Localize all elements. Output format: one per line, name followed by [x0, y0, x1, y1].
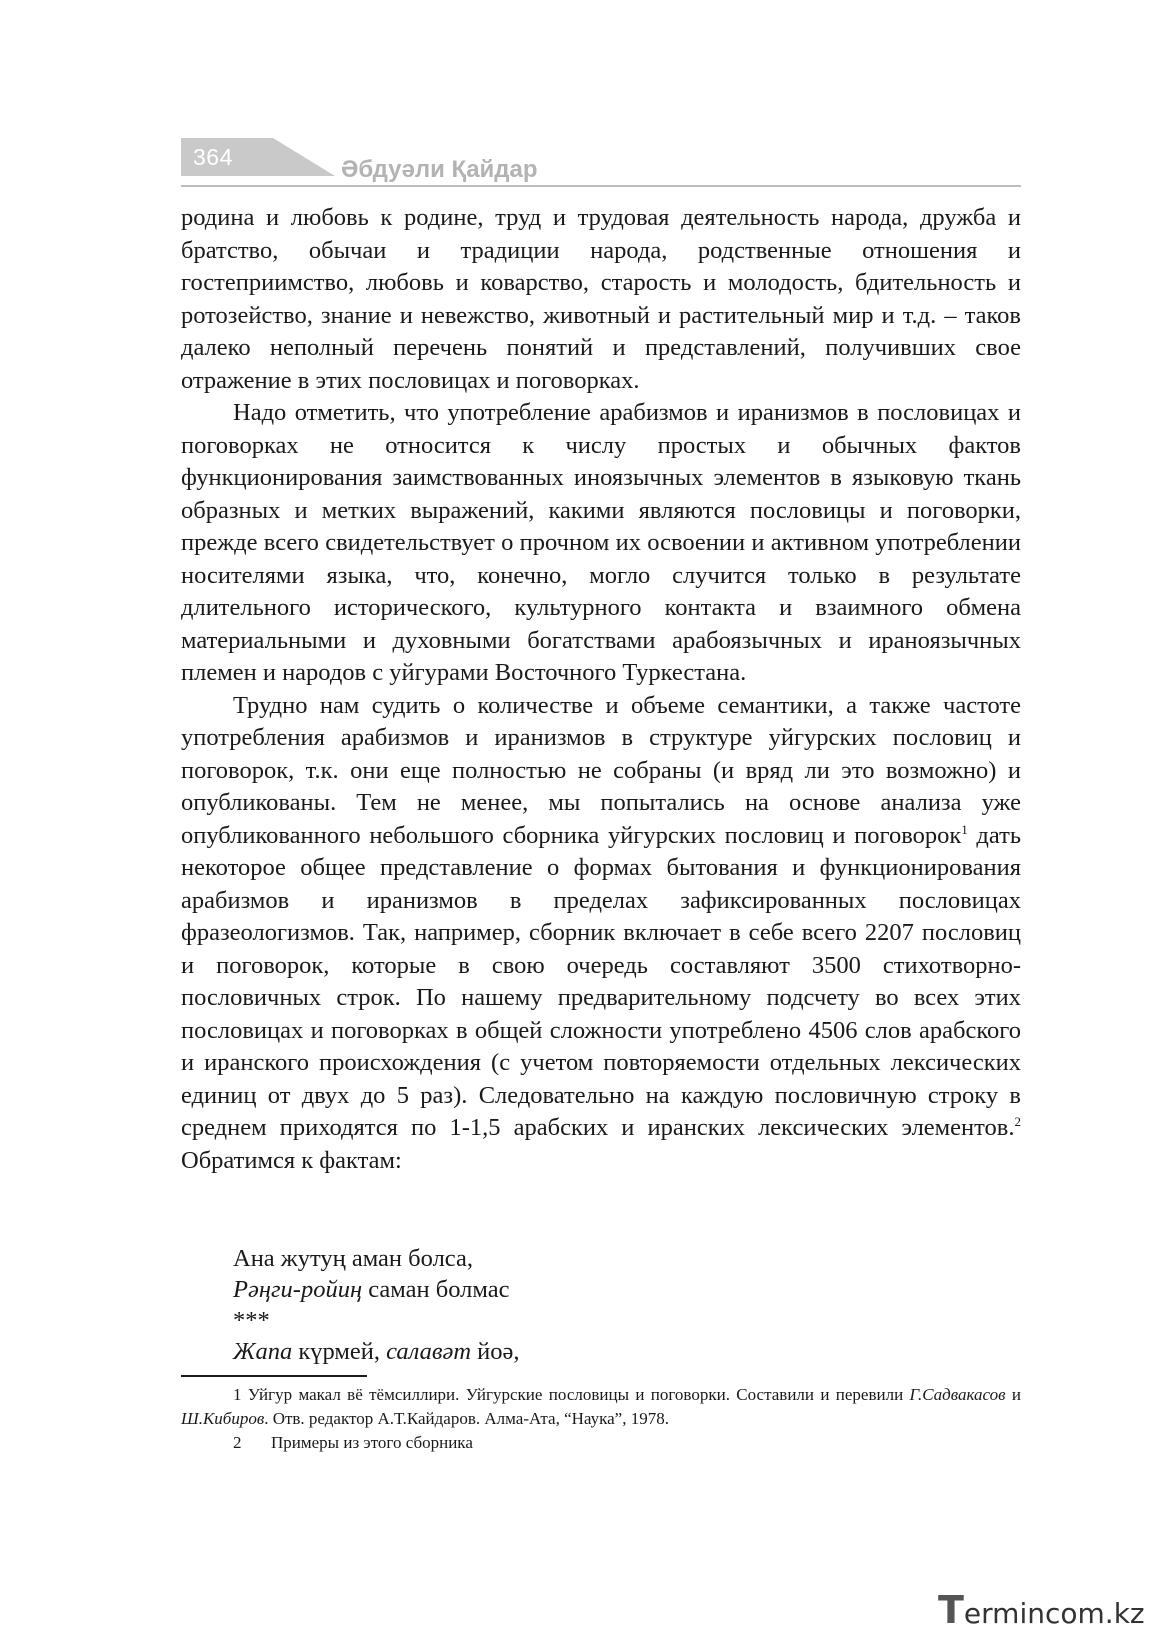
watermark-t: T — [938, 1588, 964, 1632]
verse-line-3 — [233, 1336, 520, 1367]
footnote-1-text-b: . Отв. редактор А.Т.Кайдаров. Алма-Ата, “Наука”, 1978. — [264, 1409, 669, 1428]
header-rule — [181, 185, 1021, 187]
page-number-tab-ramp — [273, 138, 335, 176]
verse-line-2-rest: саман болмас — [362, 1276, 510, 1303]
verse-line-1: Ана жутуң аман болса, — [233, 1245, 473, 1272]
footnote-1-text-a: 1 Уйгур макал вё тёмсиллири. Уйгурские пословицы и поговорки. Составили и перевили — [233, 1385, 910, 1404]
page-header — [181, 138, 1021, 190]
verse-block — [233, 1243, 520, 1367]
verse-line-2-italic: Рәңги-ройиң — [233, 1276, 363, 1303]
footnote-ref-2: 2 — [1014, 1113, 1021, 1129]
footnote-rule — [181, 1375, 367, 1377]
verse-line-3-italic-b: салавәт — [386, 1338, 472, 1365]
watermark-tail: m.kz — [1077, 1597, 1145, 1630]
footnotes — [181, 1383, 1021, 1455]
watermark-rest: erminc — [963, 1597, 1061, 1630]
verse-line-3-mid: күрмей, — [292, 1338, 387, 1365]
paragraph-3-part-b: дать некоторое общее представление о формах бытования и функционирования арабизмов и иранизмов в пределах зафиксированных пословицах фразеологизмов. Так, например, сборник включает в себе всего 2207 пословиц и поговорок, которые в свою очередь составляют 3500 стихотворно-пословичных строк. По нашему предварительному подсчету во всех этих пословицах и поговорках в общей сложности употреблено 4506 слов арабского и иранского происхождения (с учетом повторяемости отдельных лексических единиц от двух до 5 раз). Следовательно на каждую пословичную строку в среднем приходятся по 1-1,5 арабских и иранских лексических элементов. — [181, 821, 1021, 1141]
page-number: 364 — [193, 144, 233, 170]
footnote-ref-1: 1 — [961, 821, 968, 837]
footnote-2 — [181, 1431, 1021, 1455]
verse-separator: *** — [233, 1307, 270, 1334]
footnote-1-and: и — [1005, 1385, 1021, 1404]
paragraph-1: родина и любовь к родине, труд и трудовая деятельность народа, дружба и братство, обычаи и традиции народа, родственные отношения и гостеприимство, любовь и коварство, старость и молодость, бдительность и ротозейство, знание и невежство, животный и растительный мир и т.д. – таков далеко неполный перечень понятий и представлений, получивших свое отражение в этих пословицах и поговорках. — [181, 204, 1021, 394]
footnote-2-number: 2 — [233, 1433, 242, 1452]
paragraph-2: Надо отметить, что употребление арабизмов и иранизмов в пословицах и поговорках не относится к числу простых и обычных фактов функционирования заимствованных иноязычных элементов в языковую ткань образных и метких выражений, какими являются пословицы и поговорки, прежде всего свидетельствует о прочном их освоении и активном употреблении носителями языка, что, конечно, могло случится только в результате длительного исторического, культурного контакта и взаимного обмена материальными и духовными богатствами арабоязычных и ираноязычных племен и народов с уйгурами Восточного Туркестана. — [181, 399, 1021, 686]
footnote-1-author-2: Ш.Кибиров — [181, 1409, 265, 1428]
verse-line-2 — [233, 1274, 520, 1305]
paragraph-3 — [181, 690, 1021, 1178]
termincom-watermark-logo — [938, 1588, 1145, 1632]
running-title: Әбдуәли Қайдар — [341, 156, 538, 183]
verse-line-3-italic-a: Жапа — [233, 1338, 293, 1365]
footnote-1-author-1: Г.Садвакасов — [909, 1385, 1006, 1404]
footnote-2-text: Примеры из этого сборника — [271, 1433, 473, 1452]
footnote-1 — [181, 1383, 1021, 1431]
body-text — [181, 202, 1021, 1177]
watermark-magnifier-icon: o — [1060, 1597, 1078, 1630]
paragraph-3-part-a: Трудно нам судить о количестве и объеме семантики, а также частоте употребления арабизмов и иранизмов в структуре уйгурских пословиц и поговорок, т.к. они еще полностью не собраны (и вряд ли это возможно) и опубликованы. Тем не менее, мы попытались на основе анализа уже опубликованного небольшого сборника уйгурских пословиц и поговорок — [181, 691, 1021, 849]
paragraph-3-part-c: Обратимся к фактам: — [181, 1146, 402, 1174]
verse-line-3-rest: йоә, — [471, 1338, 520, 1365]
